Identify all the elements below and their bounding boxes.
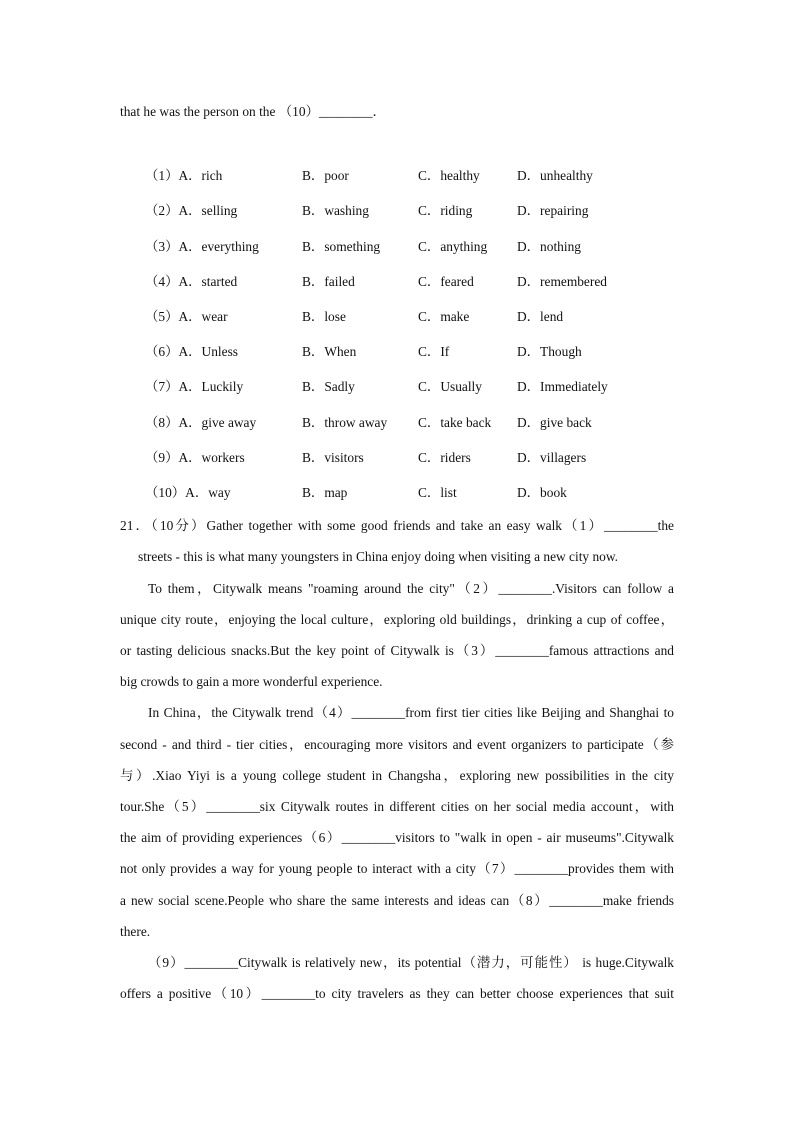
q21-line: tour.She（5）________six Citywalk routes in different cities on her social media account，with	[120, 799, 674, 814]
q21-line: streets - this is what many youngsters in China enjoy doing when visiting a new city now.	[138, 549, 619, 564]
option-c: C．take back	[418, 415, 492, 430]
option-c: C．Usually	[418, 379, 482, 394]
option-b: B．failed	[302, 274, 355, 289]
option-row	[145, 378, 705, 396]
option-c: C．riders	[418, 450, 471, 465]
option-a: （2）A．selling	[145, 203, 238, 218]
option-c: C．make	[418, 309, 470, 324]
option-row	[145, 484, 705, 502]
q21-line: In China，the Citywalk trend（4）________from first tier cities like Beijing and Shanghai to	[148, 705, 674, 720]
q21-line: or tasting delicious snacks.But the key point of Citywalk is（3）________famous attractions and	[120, 643, 674, 658]
q21-line: offers a positive（10）________to city travelers as they can better choose experiences that suit	[120, 986, 674, 1001]
option-b: B．poor	[302, 168, 349, 183]
option-d: D．lend	[517, 309, 564, 324]
option-c: C．riding	[418, 203, 473, 218]
q21-line: 21．（10分）Gather together with some good friends and take an easy walk（1）________the	[120, 518, 674, 533]
intro-line: that he was the person on the （10）________．	[120, 104, 386, 119]
option-row	[145, 202, 705, 220]
option-row	[145, 238, 705, 256]
option-d: D．Immediately	[517, 379, 608, 394]
option-d: D．remembered	[517, 274, 607, 289]
q21-line: there.	[120, 924, 151, 939]
option-b: B．something	[302, 239, 381, 254]
option-b: B．visitors	[302, 450, 364, 465]
option-row	[145, 449, 705, 467]
option-row	[145, 273, 705, 291]
option-b: B．Sadly	[302, 379, 355, 394]
option-b: B．map	[302, 485, 348, 500]
q21-line: the aim of providing experiences（6）________visitors to "walk in open - air museums".Citywalk	[120, 830, 674, 845]
q21-line: a new social scene.People who share the same interests and ideas can（8）________make friends	[120, 893, 674, 908]
option-row	[145, 414, 705, 432]
option-a: （1）A．rich	[145, 168, 223, 183]
option-d: D．Though	[517, 344, 582, 359]
option-a: （10）A．way	[145, 485, 231, 500]
option-b: B．throw away	[302, 415, 388, 430]
option-b: B．lose	[302, 309, 346, 324]
option-b: B．washing	[302, 203, 369, 218]
option-a: （9）A．workers	[145, 450, 245, 465]
option-c: C．feared	[418, 274, 474, 289]
q21-line: （9）________Citywalk is relatively new，its potential（潜力，可能性） is huge.Citywalk	[148, 955, 674, 970]
option-row	[145, 167, 705, 185]
option-d: D．repairing	[517, 203, 589, 218]
option-c: C．list	[418, 485, 457, 500]
option-c: C．If	[418, 344, 450, 359]
option-row	[145, 343, 705, 361]
option-a: （3）A．everything	[145, 239, 259, 254]
q21-line: To them，Citywalk means "roaming around the city"（2）________.Visitors can follow a	[148, 581, 674, 596]
q21-line: big crowds to gain a more wonderful experience.	[120, 674, 383, 689]
option-d: D．book	[517, 485, 567, 500]
option-a: （6）A．Unless	[145, 344, 238, 359]
q21-line: unique city route，enjoying the local culture，exploring old buildings，drinking a cup of coffee，	[120, 612, 674, 627]
option-d: D．villagers	[517, 450, 587, 465]
option-a: （4）A．started	[145, 274, 238, 289]
option-a: （5）A．wear	[145, 309, 228, 324]
option-d: D．unhealthy	[517, 168, 593, 183]
option-a: （7）A．Luckily	[145, 379, 244, 394]
option-a: （8）A．give away	[145, 415, 257, 430]
option-c: C．healthy	[418, 168, 480, 183]
option-c: C．anything	[418, 239, 488, 254]
option-row	[145, 308, 705, 326]
option-d: D．nothing	[517, 239, 581, 254]
option-b: B．When	[302, 344, 357, 359]
q21-line: second - and third - tier cities，encouraging more visitors and event organizers to participate（参	[120, 737, 674, 752]
option-d: D．give back	[517, 415, 592, 430]
q21-line: 与）.Xiao Yiyi is a young college student in Changsha，exploring new possibilities in the city	[120, 768, 674, 783]
q21-line: not only provides a way for young people to interact with a city（7）________provides them with	[120, 861, 674, 876]
